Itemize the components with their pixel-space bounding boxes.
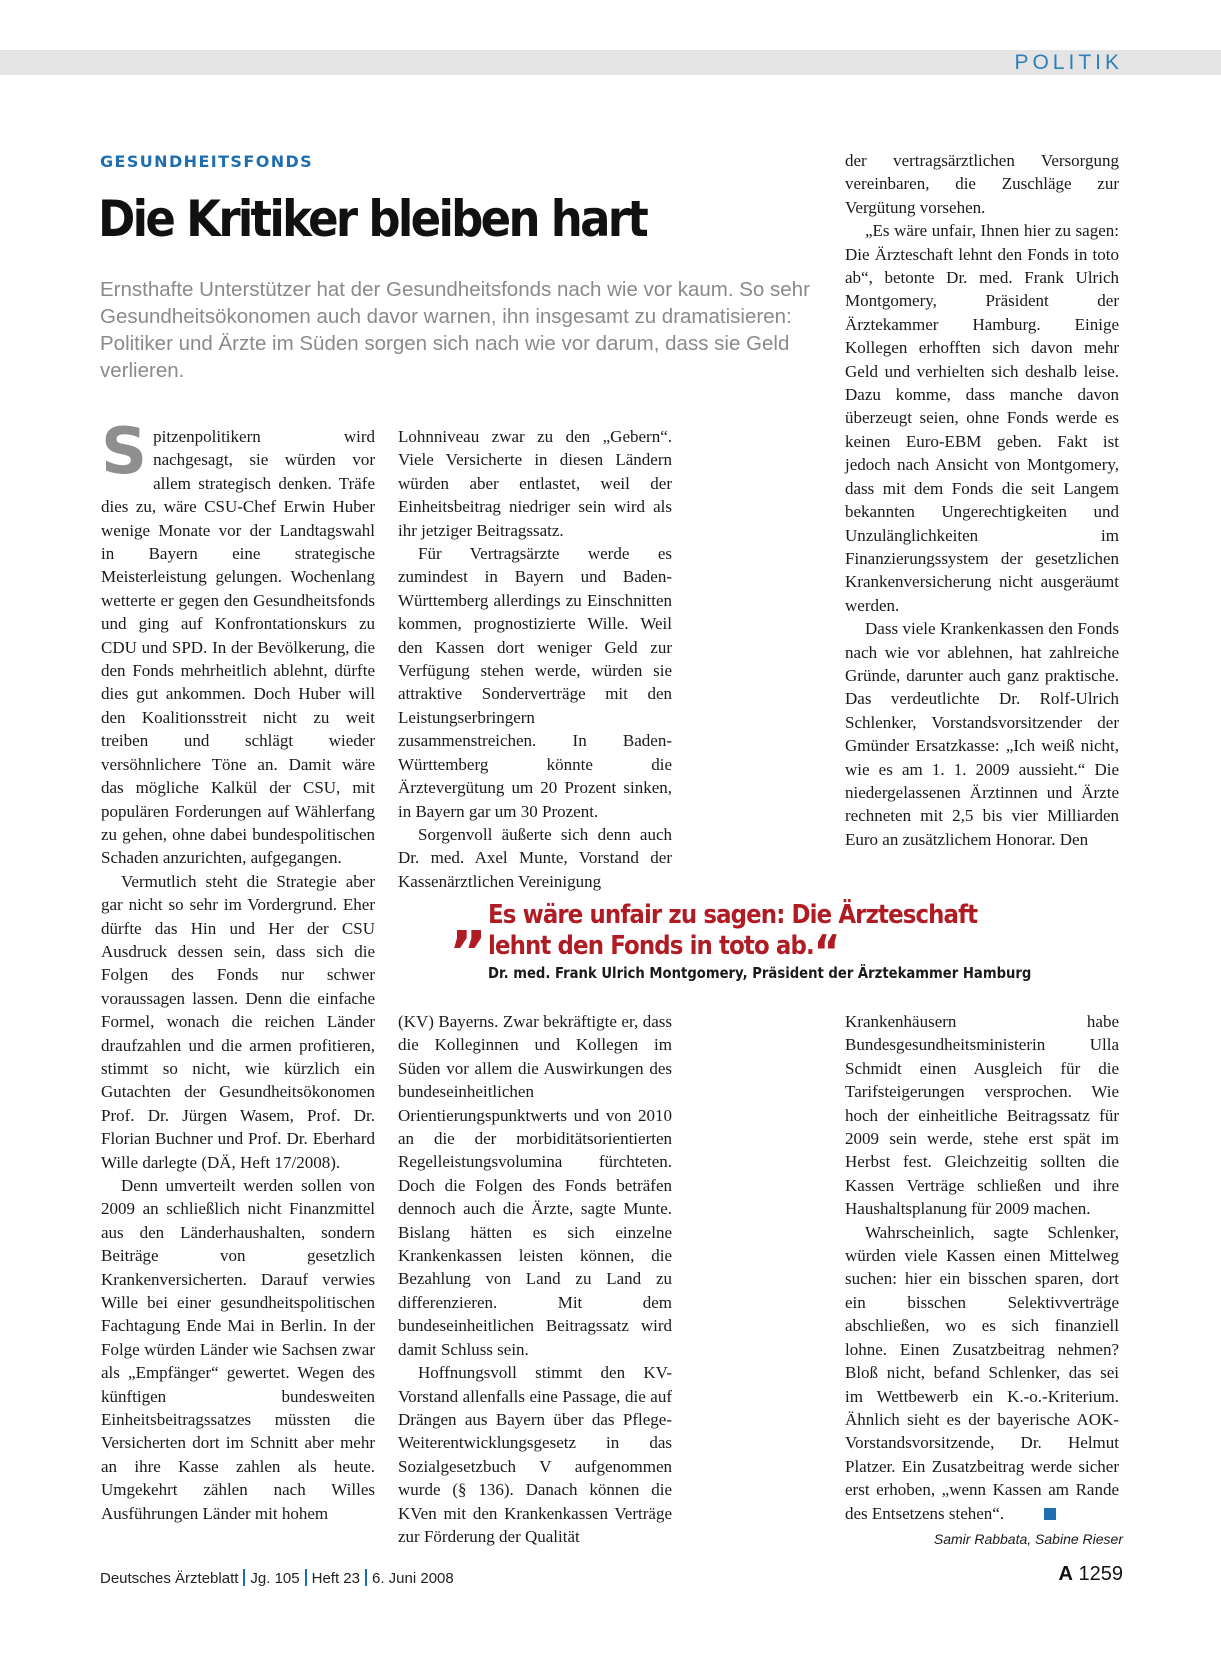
end-of-article-square-icon: [1044, 1508, 1056, 1520]
journal-issue: Heft 23: [311, 1570, 360, 1587]
paragraph: Hoffnungsvoll stimmt den KV-Vorstand allenfalls eine Passage, die auf Drängen aus Bayern über das Pflege-Weiterentwicklungsgesetz in das Sozialgesetzbuch V aufgenommen wurde (§ 136). Danach können die KVen mit den Krankenkassen Verträge zur Förderung der Qualität: [398, 1363, 672, 1546]
paragraph: [845, 1221, 1119, 1525]
paragraph: der vertragsärztlichen Versorgung vereinbaren, die Zuschläge zur Vergütung vorsehen.: [845, 151, 1119, 217]
paragraph-text: Wahrscheinlich, sagte Schlenker, würden viele Kassen einen Mittelweg suchen: hier ein bisschen sparen, dort ein bisschen Selektivverträge abschließen, wo es sich finanziell lohne. Einen Zusatzbeitrag nehmen? Bloß nicht, befand Schlenker, das sei im Wettbewerb ein K.-o.-Kriterium. Ähnlich sieht es der bayerische AOK-Vorstandsvorsitzende, Dr. Helmut Platzer. Ein Zusatzbeitrag werde sicher erst erhoben, „wenn Kassen am Rande des Entsetzens stehen“.: [845, 1222, 1119, 1523]
issue-date: 6. Juni 2008: [372, 1570, 454, 1587]
journal-volume: Jg. 105: [250, 1570, 300, 1587]
page-number-value: 1259: [1078, 1563, 1123, 1585]
footer-separator: [365, 1569, 367, 1586]
article-kicker: GESUNDHEITSFONDS: [100, 152, 314, 171]
paragraph: (KV) Bayerns. Zwar bekräftigte er, dass die Kolleginnen und Kollegen im Süden vor allem die Auswirkungen des bundeseinheitlichen Orientierungspunktwerts und von 2010 an die der morbiditätsorientierten Regelleistungsvolumina fürchteten. Doch die Folgen des Fonds beträfen dennoch auch die Ärzte, sagte Munte. Bislang hätten es sich einzelne Krankenkassen leisten können, die Bezahlung von Land zu Land zu differenzieren. Mit dem bundeseinheitlichen Beitragssatz wird damit Schluss sein.: [398, 1012, 672, 1359]
column-2-top: [398, 425, 672, 893]
quote-close-mark: “: [813, 925, 840, 979]
paragraph: „Es wäre unfair, Ihnen hier zu sagen: Die Ärzteschaft lehnt den Fonds in toto ab“, betonte Dr. med. Frank Ulrich Montgomery, Präsident der Ärztekammer Hamburg. Einige Kollegen erhofften sich davon mehr Geld und verhielten sich deshalb leise. Dazu komme, dass manche davon überzeugt seien, ohne Fonds werde es keinen Euro-EBM geben. Fakt ist jedoch nach Ansicht von Montgomery, dass mit dem Fonds die seit Langem bekannten Ungerechtigkeiten und Unzulänglichkeiten im Finanzierungssystem der gesetzlichen Krankenversicherung nicht ausgeräumt werden.: [845, 221, 1119, 615]
paragraph: Für Vertragsärzte werde es zumindest in Bayern und Baden-Württemberg allerdings zu Einschnitten kommen, prognostizierte Wille. Weil den Kassen dort weniger Geld zur Verfügung stehen werde, würden sie attraktive Sonderverträge mit den Leistungserbringern zusammenstreichen. In Baden-Württemberg könnte die Ärztevergütung um 20 Prozent sinken, in Bayern gar um 30 Prozent.: [398, 544, 672, 821]
article-headline: Die Kritiker bleiben hart: [98, 190, 647, 248]
paragraph: Denn umverteilt werden sollen von 2009 an schließlich nicht Finanzmittel aus den Länderhaushalten, sondern Beiträge von gesetzlich Krankenversicherten. Darauf verwies Wille bei einer gesundheitspolitischen Fachtagung Ende Mai in Berlin. In der Folge würden Länder wie Sachsen zwar als „Empfänger“ gewertet. Wegen des künftigen bundesweiten Einheitsbeitragssatzes müssten die Versicherten dort im Schnitt aber mehr an ihre Kasse zahlen als heute. Umgekehrt zählen nach Willes Ausführungen Länder mit hohem: [101, 1176, 375, 1523]
quote-open-mark: „: [450, 887, 489, 955]
paragraph: Sorgenvoll äußerte sich denn auch Dr. med. Axel Munte, Vorstand der Kassenärztlichen Vereinigung: [398, 824, 672, 891]
article-lead: Ernsthafte Unterstützer hat der Gesundheitsfonds nach wie vor kaum. So sehr Gesundheitsökonomen auch davor warnen, ihn insgesamt zu dramatisieren: Politiker und Ärzte im Süden sorgen sich nach wie vor darum, dass sie Geld verlieren.: [100, 278, 810, 382]
drop-cap: S: [101, 415, 148, 489]
paragraph: Lohnniveau zwar zu den „Gebern“. Viele Versicherte in diesen Ländern würden aber entlastet, weil der Einheitsbeitrag niedriger sein wird als ihr jetziger Beitragssatz.: [398, 427, 672, 540]
article-authors: Samir Rabbata, Sabine Rieser: [933, 1531, 1123, 1547]
column-1: [101, 415, 375, 1525]
section-label: POLITIK: [1014, 51, 1123, 74]
column-2-bottom: [398, 1010, 672, 1548]
page-footer: [100, 1569, 454, 1587]
page-prefix: A: [1058, 1563, 1073, 1585]
column-3-top: [845, 149, 1119, 851]
paragraph: Vermutlich steht die Strategie aber gar nicht so sehr im Vordergrund. Eher dürfte das Hin und Her der CSU Ausdruck dessen sein, dass sich die Folgen des Fonds nur schwer voraussagen lassen. Denn die einfache Formel, wonach die reichen Länder draufzahlen und die armen profitieren, stimmt so nicht, wie kürzlich ein Gutachten der Gesundheitsökonomen Prof. Dr. Jürgen Wasem, Prof. Dr. Florian Buchner und Prof. Dr. Eberhard Wille darlegte (DÄ, Heft 17/2008).: [101, 871, 375, 1172]
column-3-bottom: [845, 1010, 1119, 1525]
page-number: [1058, 1563, 1123, 1586]
footer-separator: [243, 1569, 245, 1586]
footer-separator: [305, 1569, 307, 1586]
paragraph: Dass viele Krankenkassen den Fonds nach wie vor ablehnen, hat zahlreiche Gründe, darunter auch ganz praktische. Das verdeutlichte Dr. Rolf-Ulrich Schlenker, Vorstandsvorsitzender der Gmünder Ersatzkasse: „Ich weiß nicht, wie es am 1. 1. 2009 aussieht.“ Die niedergelassenen Ärztinnen und Ärzte rechneten mit 2,5 bis vier Milliarden Euro an zusätzlichem Honorar. Den: [845, 619, 1119, 849]
pull-quote-text: Es wäre unfair zu sagen: Die Ärzteschaft lehnt den Fonds in toto ab.: [488, 900, 978, 961]
paragraph-text: pitzenpolitikern wird nachgesagt, sie würden vor allem strategisch denken. Träfe dies zu, wäre CSU-Chef Erwin Huber wenige Monate vor der Landtagswahl in Bayern eine strategische Meisterleistung gelungen. Wochenlang wetterte er gegen den Gesundheitsfonds und ging auf Konfrontationskurs zu CDU und SPD. In der Bevölkerung, die den Fonds mehrheitlich ablehnt, dürfte dies gut ankommen. Doch Huber will den Koalitionsstreit nicht zu weit treiben und schlägt wieder versöhnlichere Töne an. Damit wäre das mögliche Kalkül der CSU, mit populären Forderungen auf Wählerfang zu gehen, ohne dabei bundespolitischen Schaden anzurichten, aufgegangen.: [101, 427, 375, 868]
pull-quote-attribution: Dr. med. Frank Ulrich Montgomery, Präsident der Ärztekammer Hamburg: [488, 964, 1032, 982]
section-header-bar: [0, 50, 1221, 75]
journal-name: Deutsches Ärzteblatt: [100, 1570, 239, 1587]
paragraph: Krankenhäusern habe Bundesgesundheitsministerin Ulla Schmidt einen Ausgleich für die Tarifsteigerungen versprochen. Wie hoch der einheitliche Beitragssatz für 2009 sein werde, stehe erst spät im Herbst fest. Gleichzeitig sollten die Kassen Verträge schließen und ihre Haushaltsplanung für 2009 machen.: [845, 1012, 1119, 1219]
paragraph: [101, 415, 375, 870]
